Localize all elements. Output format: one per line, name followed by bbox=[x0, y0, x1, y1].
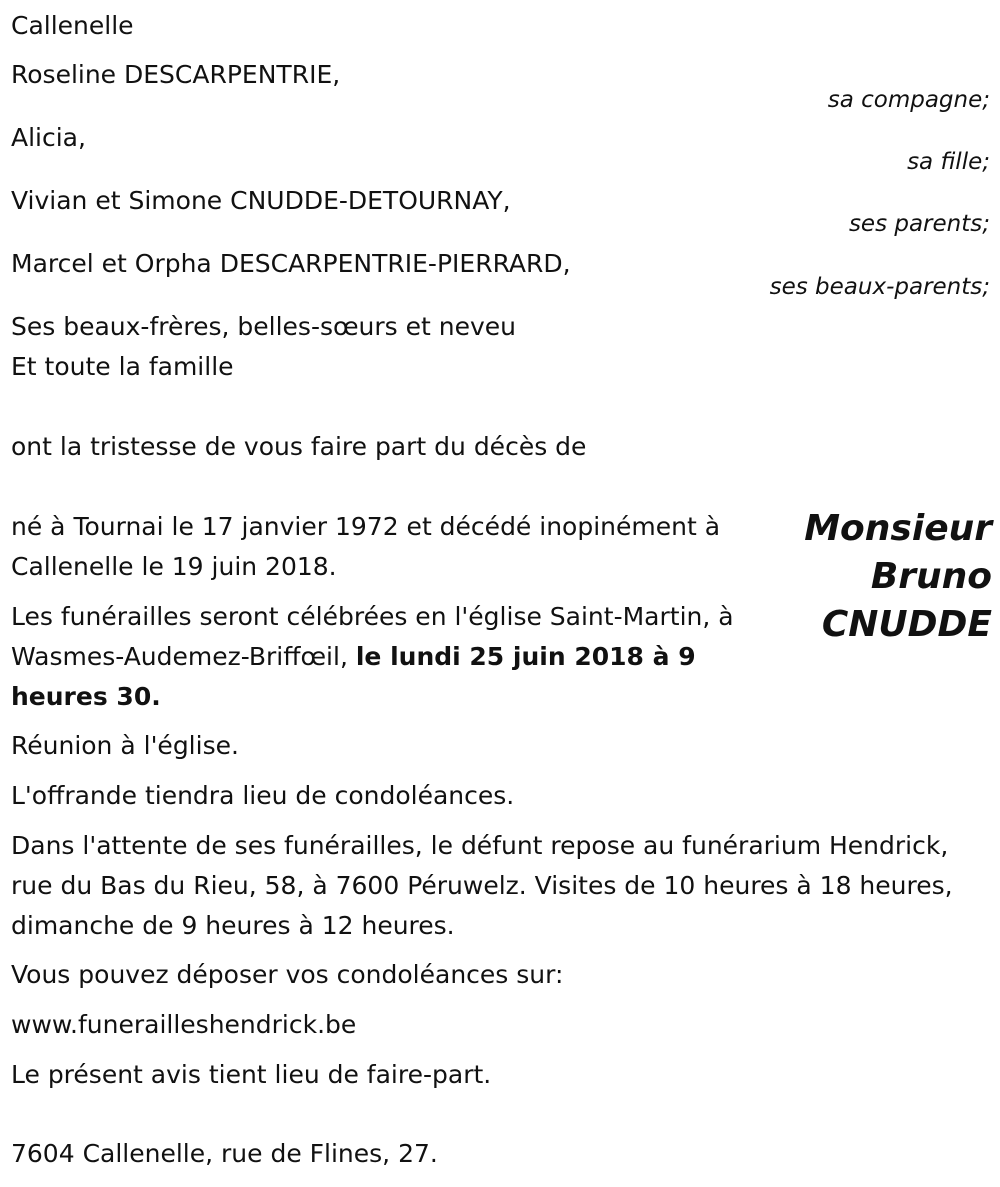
family-name-parents: Vivian et Simone CNUDDE-DETOURNAY, bbox=[11, 186, 511, 215]
whole-family: Et toute la famille bbox=[11, 352, 234, 381]
family-name-daughter: Alicia, bbox=[11, 123, 86, 152]
deceased-last-name: CNUDDE bbox=[821, 604, 992, 645]
announcement: ont la tristesse de vous faire part du décès de bbox=[11, 432, 587, 461]
deceased-title: Monsieur bbox=[804, 508, 992, 549]
funeral-place: Les funérailles seront célébrées en l'église Saint-Martin, à Wasmes-Audemez-Briffœil, bbox=[11, 602, 734, 671]
family-role-parents-in-law: ses beaux-parents; bbox=[769, 274, 990, 300]
condolences-website[interactable]: www.funerailleshendrick.be bbox=[11, 1010, 357, 1039]
meeting-info: Réunion à l'église. bbox=[11, 731, 239, 760]
family-role-daughter: sa fille; bbox=[907, 149, 990, 175]
visitation-info: Dans l'attente de ses funérailles, le défunt repose au funérarium Hendrick, rue du Bas du Rieu, 58, à 7600 Péruwelz. Visites de 10 heures à 18 heures, dimanche de 9 heures à 12 heures. bbox=[11, 831, 953, 940]
family-role-companion: sa compagne; bbox=[827, 87, 990, 113]
family-name-companion: Roseline DESCARPENTRIE, bbox=[11, 60, 341, 89]
funeral-date: le lundi 25 juin 2018 à 9 heures 30. bbox=[11, 642, 696, 711]
notice-text: Le présent avis tient lieu de faire-part. bbox=[11, 1060, 492, 1089]
place-header: Callenelle bbox=[11, 11, 134, 40]
funeral-info bbox=[11, 597, 741, 717]
other-relatives: Ses beaux-frères, belles-sœurs et neveu bbox=[11, 312, 517, 341]
deceased-first-name: Bruno bbox=[870, 556, 992, 597]
birth-death-info: né à Tournai le 17 janvier 1972 et décédé inopinément à Callenelle le 19 juin 2018. bbox=[11, 512, 721, 581]
condolences-intro: Vous pouvez déposer vos condoléances sur: bbox=[11, 960, 564, 989]
family-role-parents: ses parents; bbox=[848, 211, 990, 237]
offering-info: L'offrande tiendra lieu de condoléances. bbox=[11, 781, 515, 810]
family-name-parents-in-law: Marcel et Orpha DESCARPENTRIE-PIERRARD, bbox=[11, 249, 571, 278]
deceased-name bbox=[804, 505, 992, 649]
address: 7604 Callenelle, rue de Flines, 27. bbox=[11, 1139, 438, 1168]
